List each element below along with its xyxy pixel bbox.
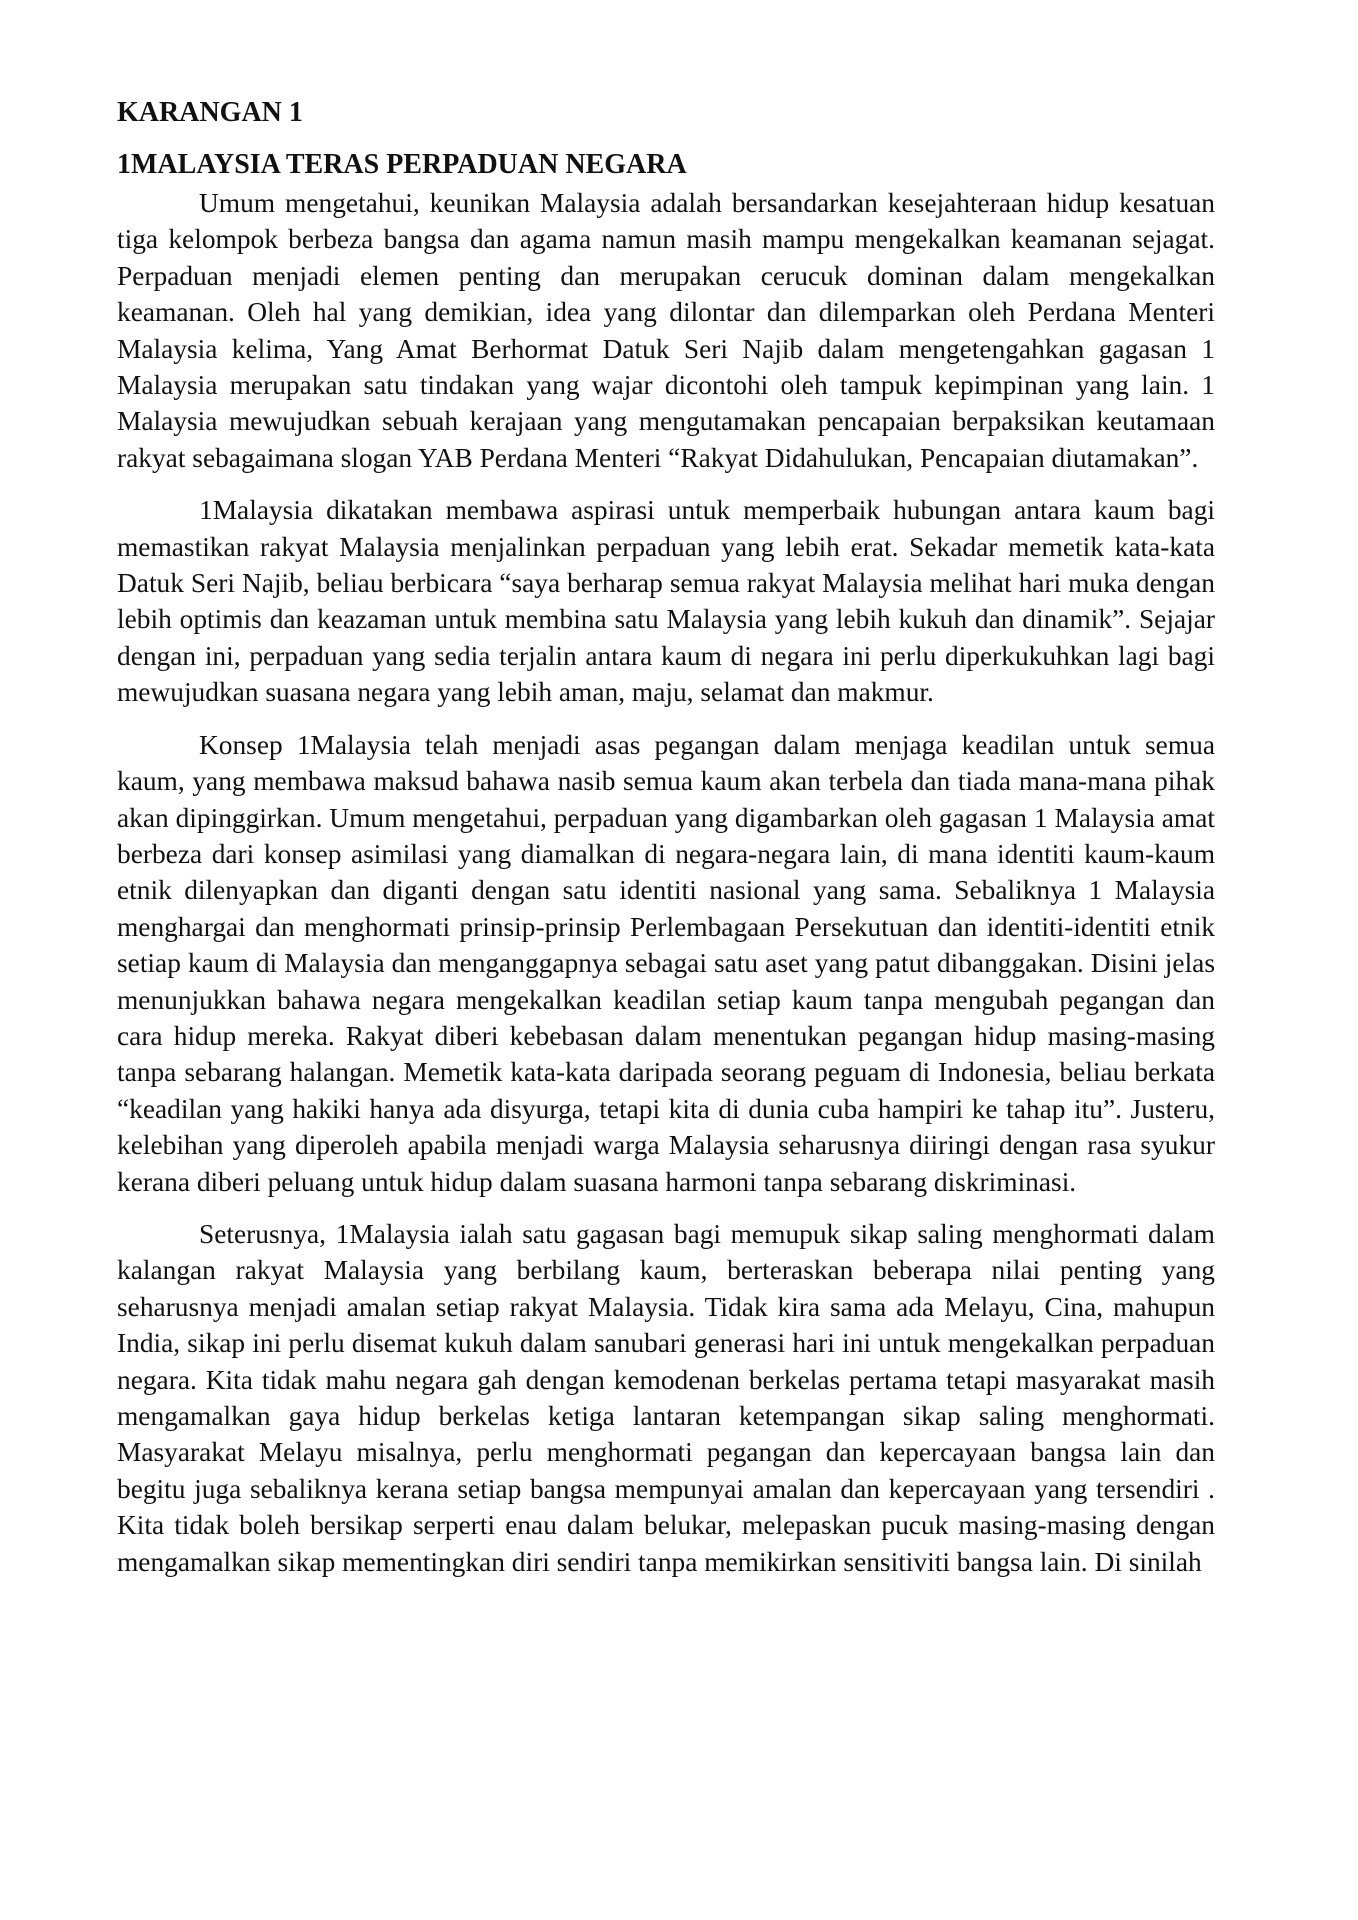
paragraph-2: 1Malaysia dikatakan membawa aspirasi untuk memperbaik hubungan antara kaum bagi memastikan rakyat Malaysia menjalinkan perpaduan yang lebih erat. Sekadar memetik kata-kata Datuk Seri Najib, beliau berbicara “saya berharap semua rakyat Malaysia melihat hari muka dengan lebih optimis dan keazaman untuk membina satu Malaysia yang lebih kukuh dan dinamik”. Sejajar dengan ini, perpaduan yang sedia terjalin antara kaum di negara ini perlu diperkukuhkan lagi bagi mewujudkan suasana negara yang lebih aman, maju, selamat dan makmur. <box>117 495 1215 708</box>
document-page <box>117 95 1215 1596</box>
paragraph-1: Umum mengetahui, keunikan Malaysia adalah bersandarkan kesejahteraan hidup kesatuan tiga kelompok berbeza bangsa dan agama namun masih mampu mengekalkan keamanan sejagat. Perpaduan menjadi elemen penting dan merupakan cerucuk dominan dalam mengekalkan keamanan. Oleh hal yang demikian, idea yang dilontar dan dilemparkan oleh Perdana Menteri Malaysia kelima, Yang Amat Berhormat Datuk Seri Najib dalam mengetengahkan gagasan 1 Malaysia merupakan satu tindakan yang wajar dicontohi oleh tampuk kepimpinan yang lain. 1 Malaysia mewujudkan sebuah kerajaan yang mengutamakan pencapaian berpaksikan keutamaan rakyat sebagaimana slogan YAB Perdana Menteri “Rakyat Didahulukan, Pencapaian diutamakan”. <box>117 188 1215 473</box>
paragraph-4: Seterusnya, 1Malaysia ialah satu gagasan bagi memupuk sikap saling menghormati dalam kalangan rakyat Malaysia yang berbilang kaum, berteraskan beberapa nilai penting yang seharusnya menjadi amalan setiap rakyat Malaysia. Tidak kira sama ada Melayu, Cina, mahupun India, sikap ini perlu disemat kukuh dalam sanubari generasi hari ini untuk mengekalkan perpaduan negara. Kita tidak mahu negara gah dengan kemodenan berkelas pertama tetapi masyarakat masih mengamalkan gaya hidup berkelas ketiga lantaran ketempangan sikap saling menghormati. Masyarakat Melayu misalnya, perlu menghormati pegangan dan kepercayaan bangsa lain dan begitu juga sebaliknya kerana setiap bangsa mempunyai amalan dan kepercayaan yang tersendiri . Kita tidak boleh bersikap serperti enau dalam belukar, melepaskan pucuk masing-masing dengan mengamalkan sikap mementingkan diri sendiri tanpa memikirkan sensitiviti bangsa lain. Di sinilah <box>117 1218 1215 1577</box>
essay-number-heading: KARANGAN 1 <box>117 97 303 128</box>
essay-title: 1MALAYSIA TERAS PERPADUAN NEGARA <box>117 149 687 180</box>
paragraph-3: Konsep 1Malaysia telah menjadi asas pegangan dalam menjaga keadilan untuk semua kaum, yang membawa maksud bahawa nasib semua kaum akan terbela dan tiada mana-mana pihak akan dipinggirkan. Umum mengetahui, perpaduan yang digambarkan oleh gagasan 1 Malaysia amat berbeza dari konsep asimilasi yang diamalkan di negara-negara lain, di mana identiti kaum-kaum etnik dilenyapkan dan diganti dengan satu identiti nasional yang sama. Sebaliknya 1 Malaysia menghargai dan menghormati prinsip-prinsip Perlembagaan Persekutuan dan identiti-identiti etnik setiap kaum di Malaysia dan menganggapnya sebagai satu aset yang patut dibanggakan. Disini jelas menunjukkan bahawa negara mengekalkan keadilan setiap kaum tanpa mengubah pegangan dan cara hidup mereka. Rakyat diberi kebebasan dalam menentukan pegangan hidup masing-masing tanpa sebarang halangan. Memetik kata-kata daripada seorang peguam di Indonesia, beliau berkata “keadilan yang hakiki hanya ada disyurga, tetapi kita di dunia cuba hampiri ke tahap itu”. Justeru, kelebihan yang diperoleh apabila menjadi warga Malaysia seharusnya diiringi dengan rasa syukur kerana diberi peluang untuk hidup dalam suasana harmoni tanpa sebarang diskriminasi. <box>117 729 1215 1197</box>
